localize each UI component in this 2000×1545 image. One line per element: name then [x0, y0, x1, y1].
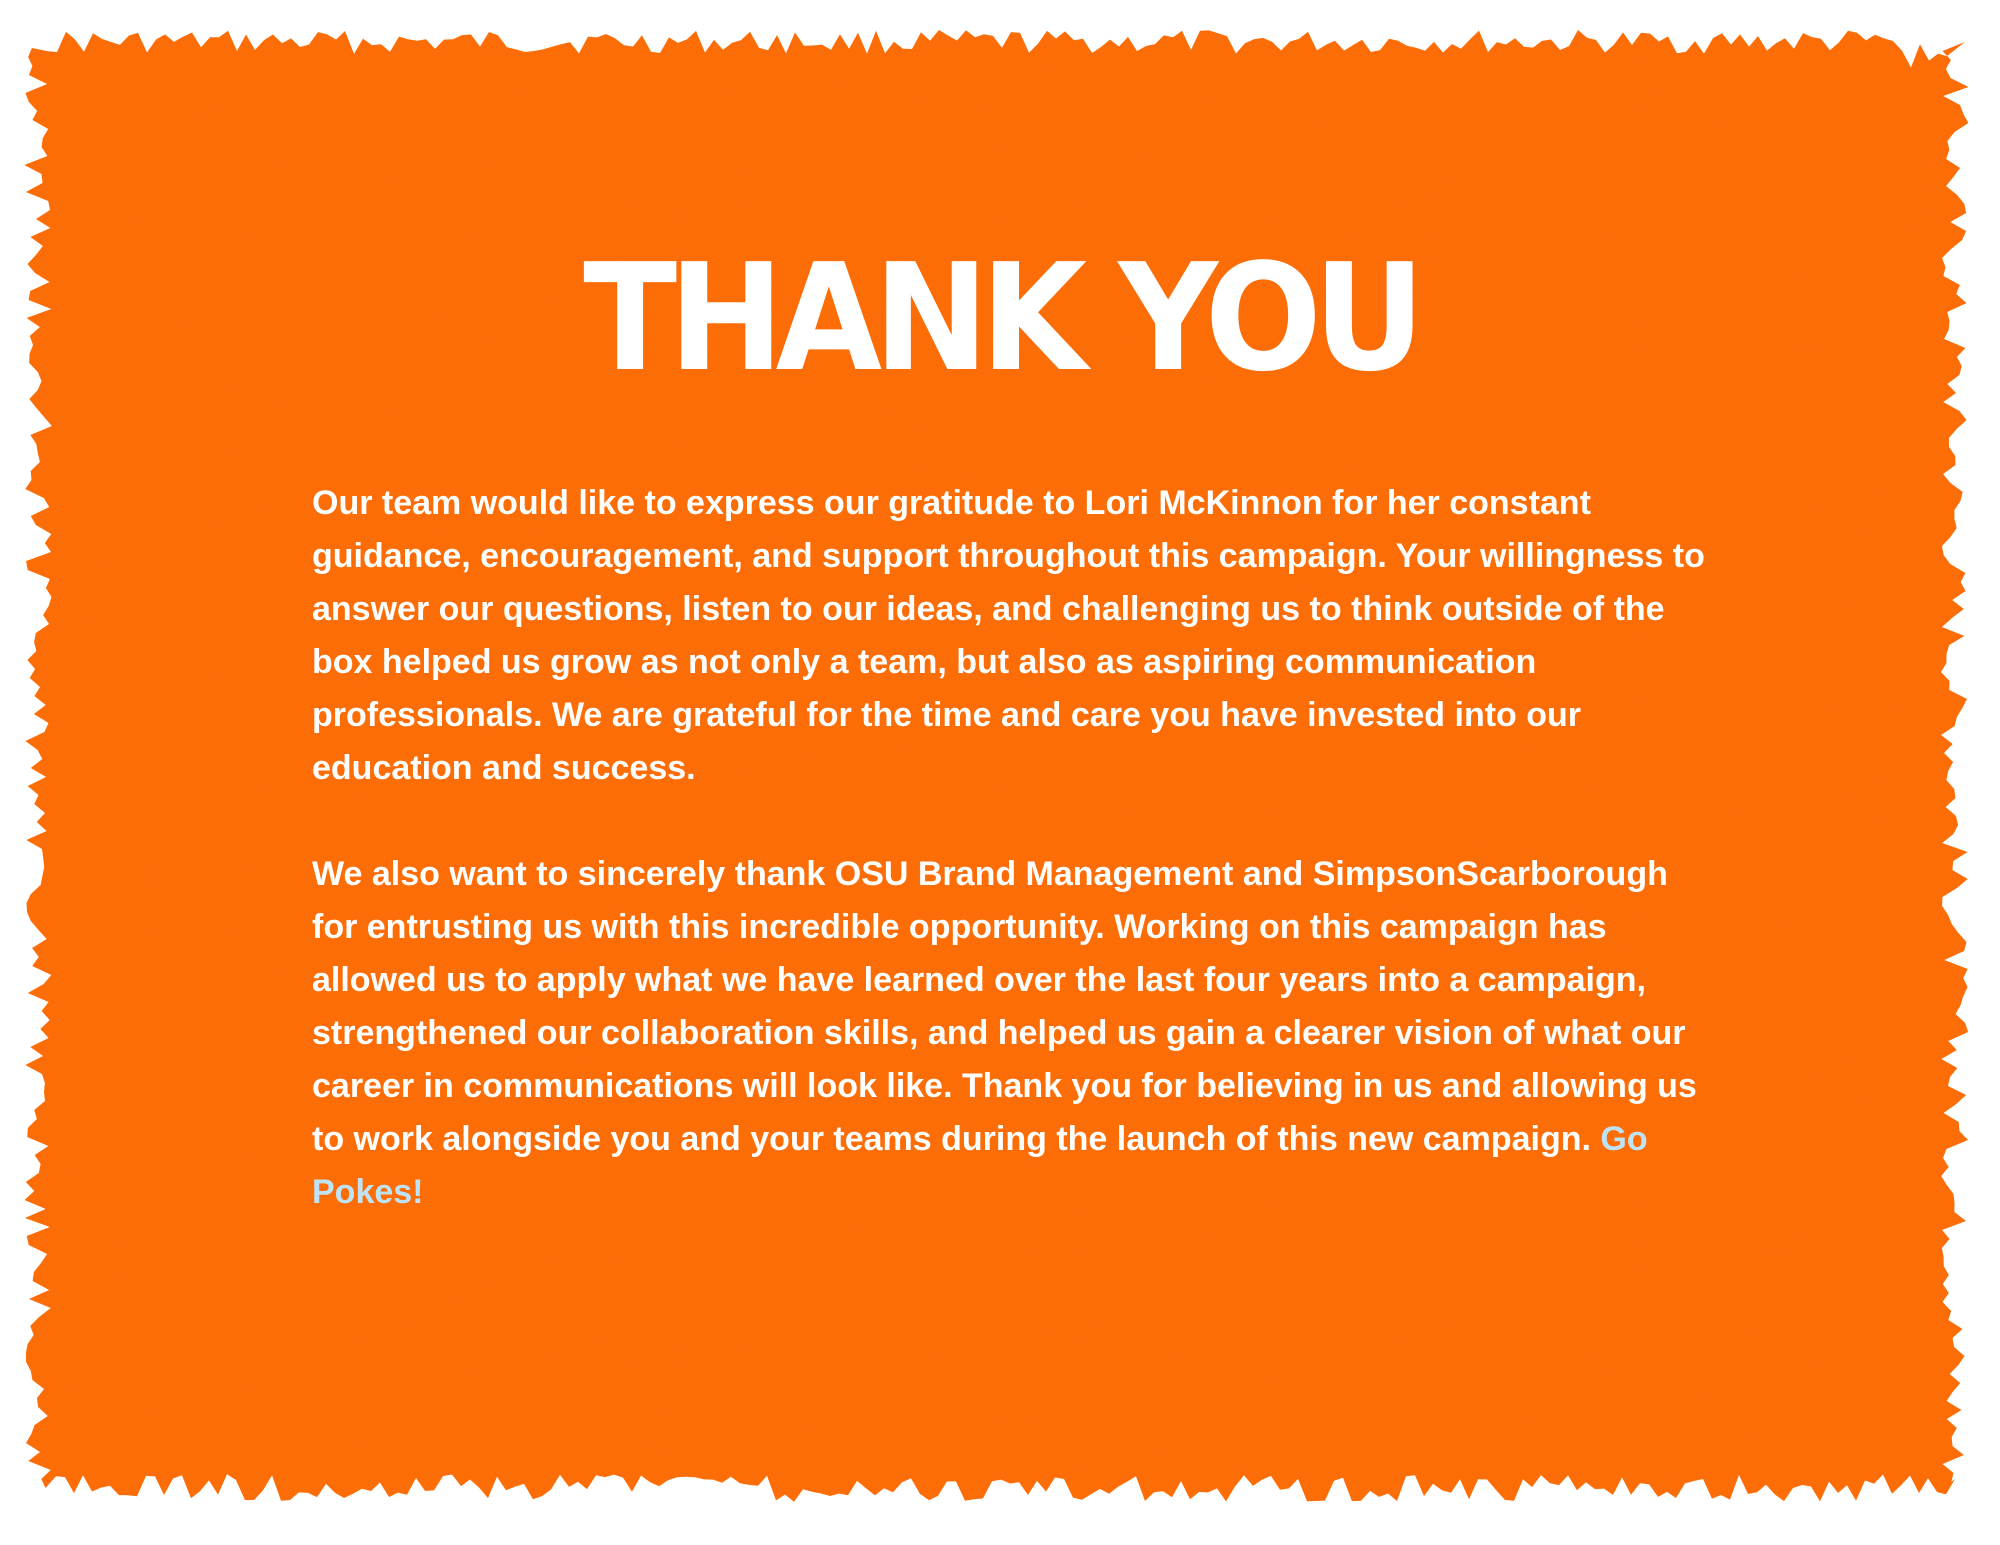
paragraph-gratitude-text: Our team would like to express our gratitude to Lori McKinnon for her constant guidance, encouragement, and support throughout this campaign. Your willingness to answer our questions, listen to our ideas, and challenging us to think outside of the box helped us grow as not only a team, but also as aspiring communication professionals. We are grateful for the time and care you have invested into our education and success.: [312, 484, 1705, 787]
paragraph-thanks-partners-text: We also want to sincerely thank OSU Brand Management and SimpsonScarborough for entrusting us with this incredible opportunity. Working on this campaign has allowed us to apply what we have learned over the last four years into a campaign, strengthened our collaboration skills, and helped us gain a clearer vision of what our career in communications will look like. Thank you for believing in us and allowing us to work alongside you and your teams during the launch of this new campaign.: [312, 855, 1697, 1158]
go-pokes-highlight: Go Pokes!: [312, 1120, 1648, 1211]
paragraph-thanks-partners: [312, 848, 1712, 1219]
page-title: THANK YOU: [583, 232, 1417, 404]
paragraph-gratitude: [312, 477, 1712, 795]
